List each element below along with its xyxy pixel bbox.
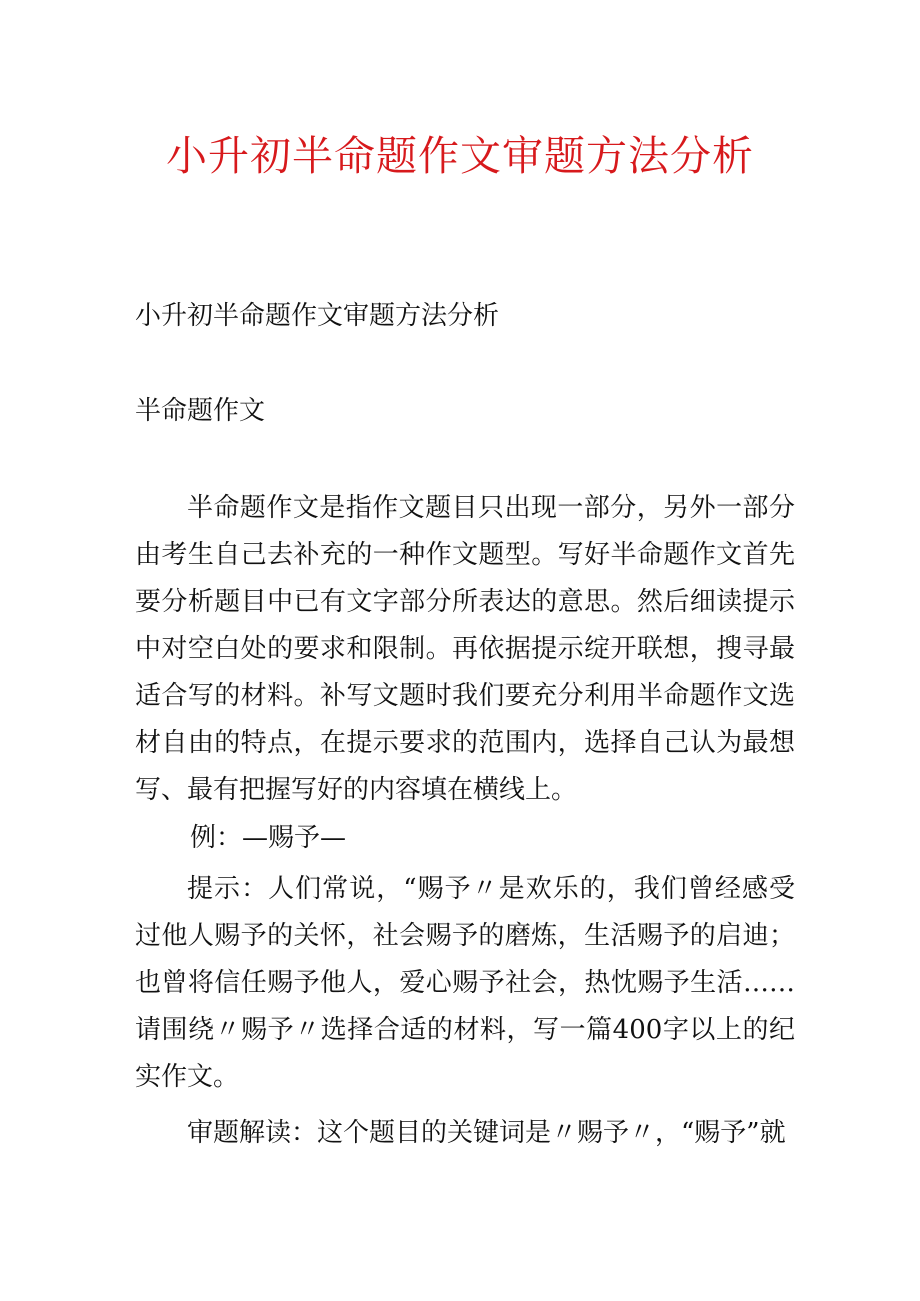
document-subtitle: 小升初半命题作文审题方法分析 <box>135 301 500 331</box>
hint-paragraph: 提示：人们常说，“赐予〃是欢乐的，我们曾经感受过他人赐予的关怀，社会赐予的磨炼，生活赐予的启迪；也曾将信任赐予他人，爱心赐予社会，热忱赐予生活……请围绕〃赐予〃选择合适的材料，写一篇400字以上的纪实作文。 <box>135 874 795 1092</box>
document-title: 小升初半命题作文审题方法分析 <box>166 132 754 180</box>
analysis-paragraph: 审题解读：这个题目的关键词是〃赐予〃，“赐予”就 <box>187 1118 786 1148</box>
example-line: 例：—赐予— <box>190 823 347 853</box>
section-heading: 半命题作文 <box>135 396 266 426</box>
body-paragraph: 半命题作文是指作文题目只出现一部分，另外一部分由考生自己去补充的一种作文题型。写好半命题作文首先要分析题目中已有文字部分所表达的意思。然后细读提示中对空白处的要求和限制。再依据提示绽开联想，搜寻最适合写的材料。补写文题时我们要充分利用半命题作文选材自由的特点，在提示要求的范围内，选择自己认为最想写、最有把握写好的内容填在横线上。 <box>135 493 795 805</box>
